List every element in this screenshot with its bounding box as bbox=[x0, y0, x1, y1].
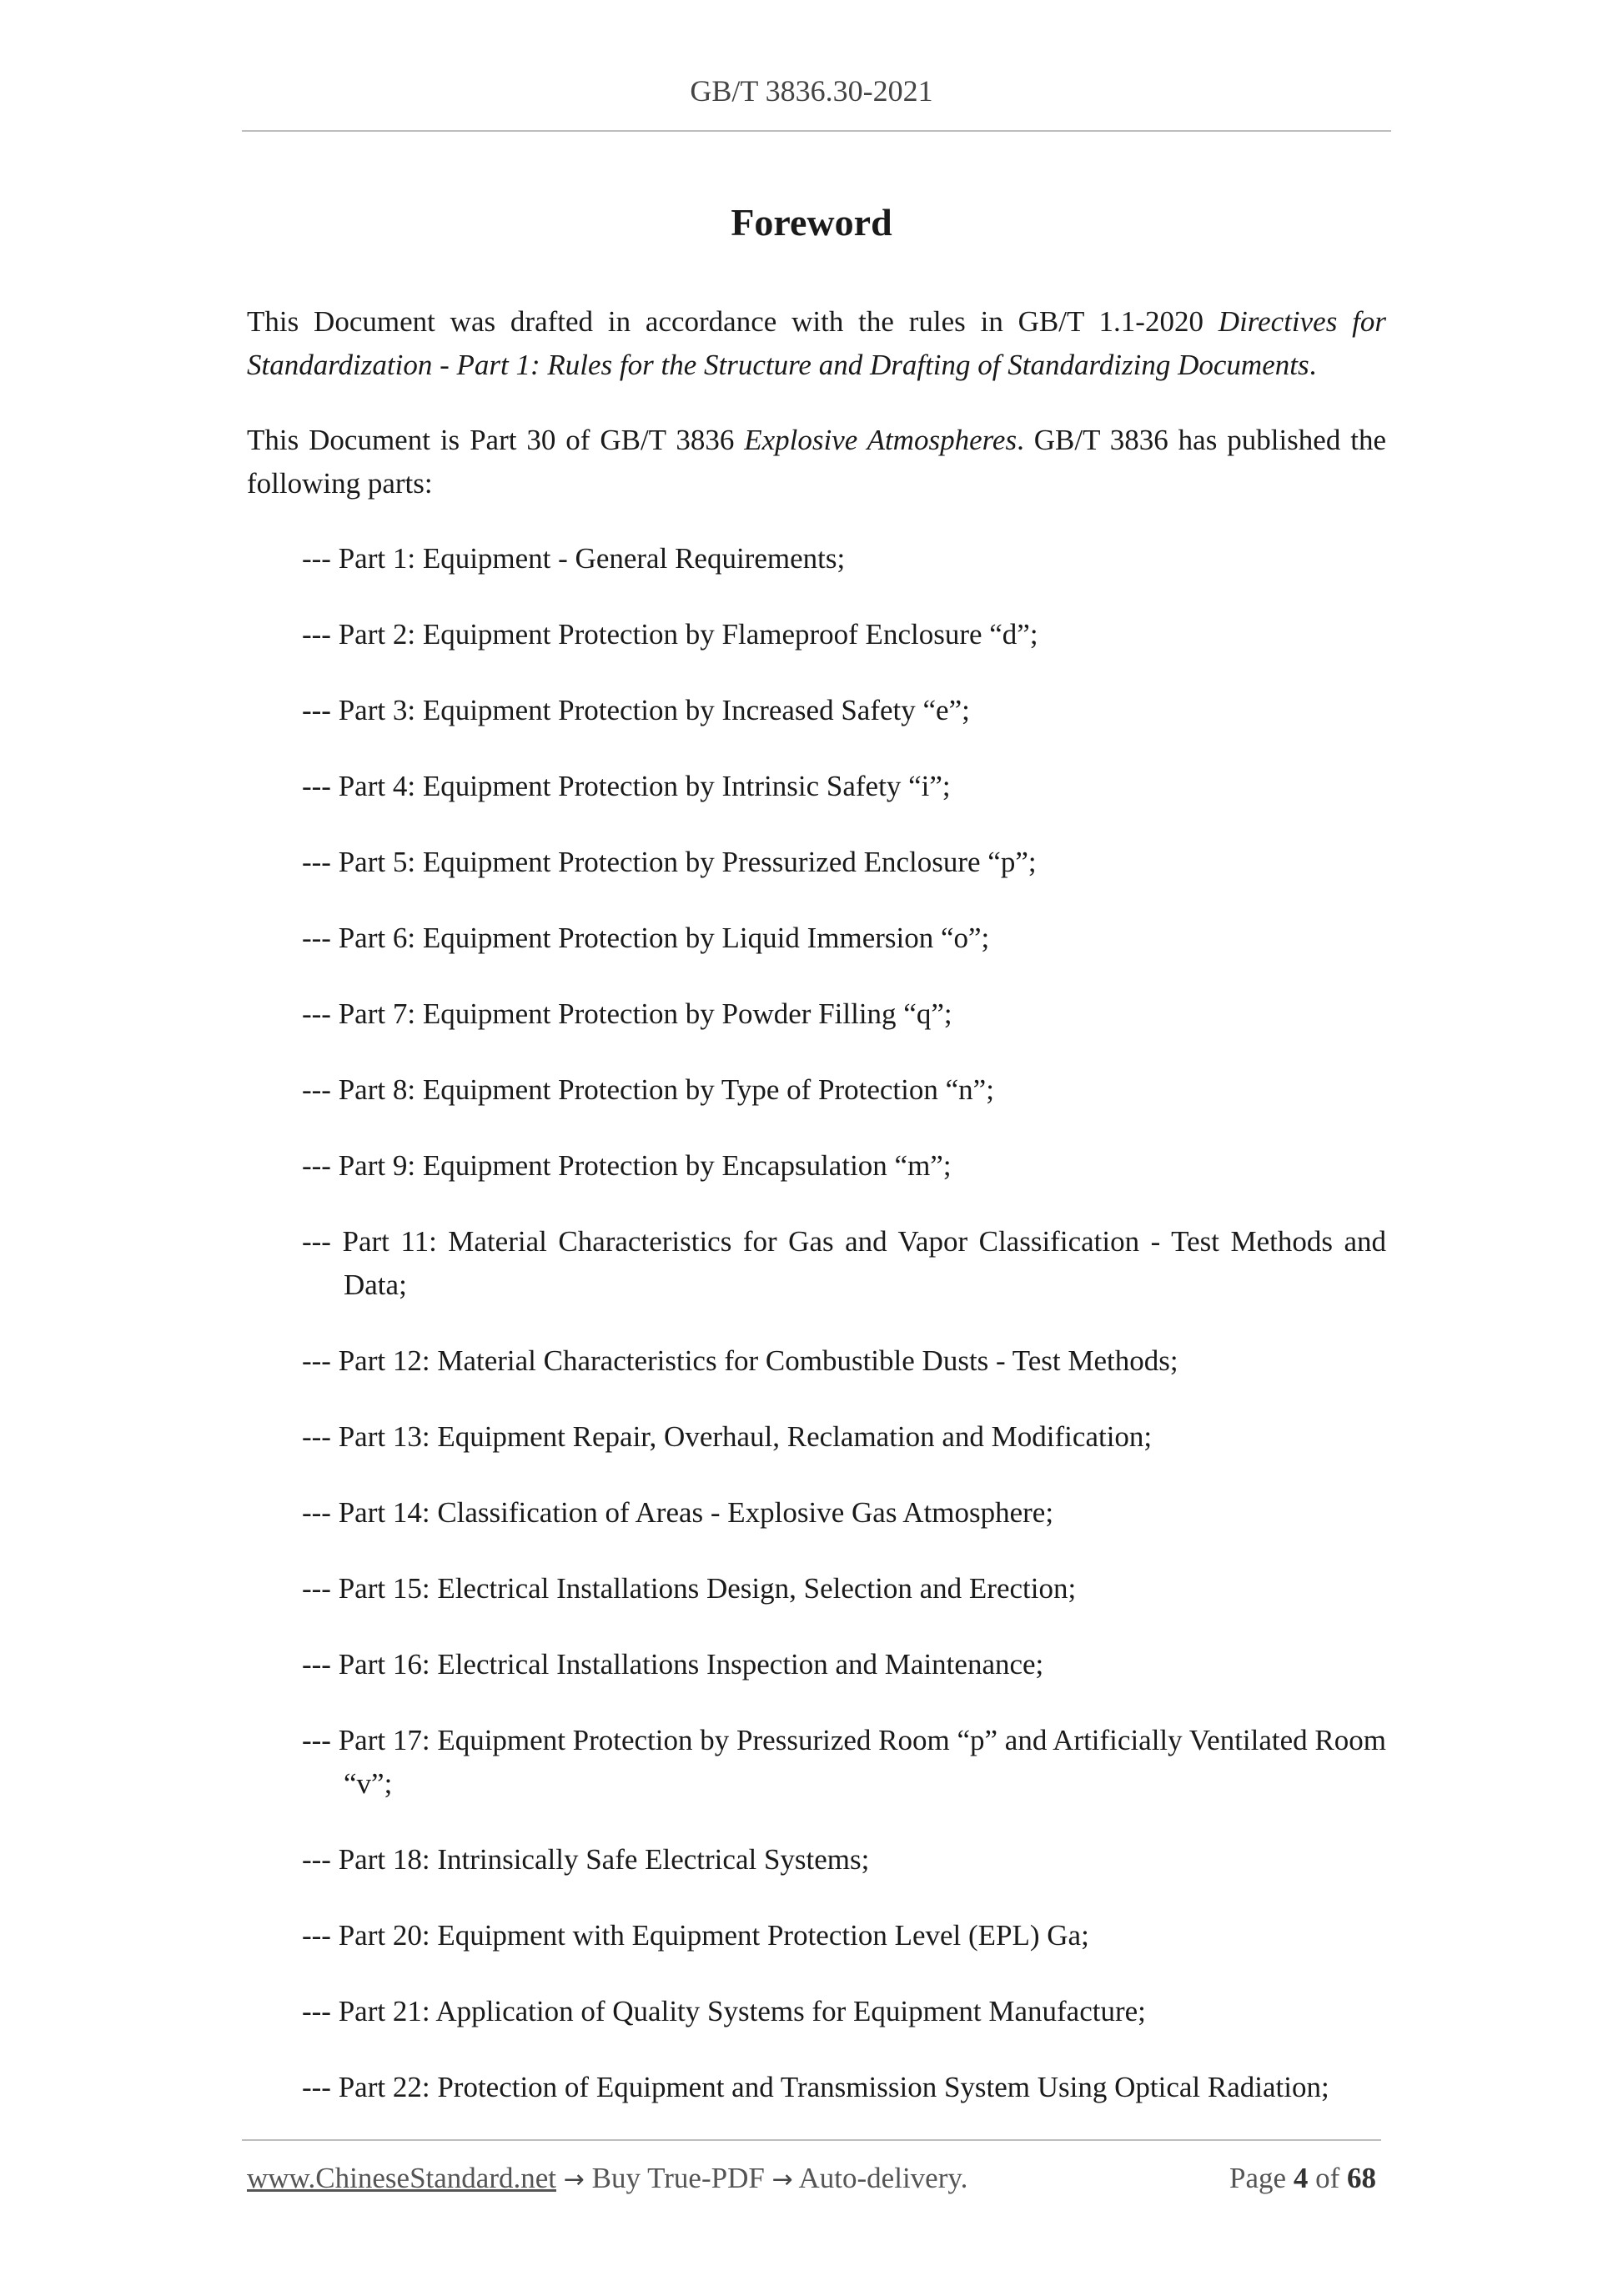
list-item: --- Part 4: Equipment Protection by Intrinsic Safety “i”; bbox=[302, 770, 951, 802]
page-current: 4 bbox=[1293, 2162, 1309, 2194]
footer-promo bbox=[247, 2162, 967, 2195]
list-item: --- Part 5: Equipment Protection by Pressurized Enclosure “p”; bbox=[302, 846, 1037, 878]
list-item: --- Part 22: Protection of Equipment and Transmission System Using Optical Radiation; bbox=[302, 2071, 1329, 2103]
list-item: --- Part 13: Equipment Repair, Overhaul, Reclamation and Modification; bbox=[302, 1420, 1153, 1453]
header-doc-code: GB/T 3836.30-2021 bbox=[690, 74, 933, 108]
arrow-right-icon: → bbox=[563, 2165, 585, 2194]
list-item: --- Part 2: Equipment Protection by Flameproof Enclosure “d”; bbox=[302, 618, 1038, 651]
list-item: --- Part 15: Electrical Installations Design, Selection and Erection; bbox=[302, 1572, 1077, 1605]
paragraph1-text-b: . bbox=[1309, 349, 1317, 381]
paragraph1-italic: Directives for Standardization - Part 1: Rules for the Structure and Drafting of Standardizing Documents bbox=[247, 305, 1386, 381]
parts-list bbox=[302, 537, 1386, 2142]
paragraph1-text-a: This Document was drafted in accordance with the rules in GB/T 1.1-2020 bbox=[247, 305, 1219, 338]
paragraph-part-info bbox=[247, 419, 1386, 505]
list-item: --- Part 20: Equipment with Equipment Protection Level (EPL) Ga; bbox=[302, 1919, 1089, 1952]
paragraph2-italic: Explosive Atmospheres bbox=[744, 424, 1018, 456]
list-item: --- Part 6: Equipment Protection by Liquid Immersion “o”; bbox=[302, 922, 990, 954]
list-item: --- Part 9: Equipment Protection by Encapsulation “m”; bbox=[302, 1149, 952, 1182]
footer-rule bbox=[242, 2139, 1381, 2141]
list-item: --- Part 12: Material Characteristics for Combustible Dusts - Test Methods; bbox=[302, 1344, 1178, 1377]
page-label: Page bbox=[1229, 2162, 1287, 2194]
list-item: --- Part 3: Equipment Protection by Increased Safety “e”; bbox=[302, 694, 970, 726]
page-total: 68 bbox=[1347, 2162, 1376, 2194]
list-item: --- Part 14: Classification of Areas - Explosive Gas Atmosphere; bbox=[302, 1496, 1054, 1529]
list-item: --- Part 18: Intrinsically Safe Electrical Systems; bbox=[302, 1843, 870, 1876]
list-item: --- Part 11: Material Characteristics for Gas and Vapor Classification - Test Methods and Data; bbox=[302, 1225, 1386, 1301]
chinesestandard-link[interactable]: www.ChineseStandard.net bbox=[247, 2162, 556, 2194]
header-rule bbox=[242, 130, 1391, 132]
paragraph-drafting-rules bbox=[247, 300, 1386, 387]
of-label: of bbox=[1315, 2162, 1340, 2194]
auto-delivery-text: Auto-delivery. bbox=[798, 2162, 968, 2194]
page-number bbox=[1229, 2162, 1376, 2195]
paragraph2-text-b: . GB/T 3836 has published the following parts: bbox=[247, 424, 1386, 500]
list-item: --- Part 16: Electrical Installations Inspection and Maintenance; bbox=[302, 1648, 1044, 1681]
paragraph2-text-a: This Document is Part 30 of GB/T 3836 bbox=[247, 424, 745, 456]
page-title: Foreword bbox=[731, 201, 892, 244]
list-item: --- Part 8: Equipment Protection by Type of Protection “n”; bbox=[302, 1073, 994, 1106]
list-item: --- Part 17: Equipment Protection by Pressurized Room “p” and Artificially Ventilated Room “v”; bbox=[302, 1724, 1386, 1800]
list-item: --- Part 7: Equipment Protection by Powder Filling “q”; bbox=[302, 997, 952, 1030]
arrow-right-icon: → bbox=[771, 2165, 793, 2194]
buy-true-pdf-text: Buy True-PDF bbox=[591, 2162, 765, 2194]
list-item: --- Part 1: Equipment - General Requirements; bbox=[302, 542, 846, 575]
list-item: --- Part 21: Application of Quality Systems for Equipment Manufacture; bbox=[302, 1995, 1146, 2027]
